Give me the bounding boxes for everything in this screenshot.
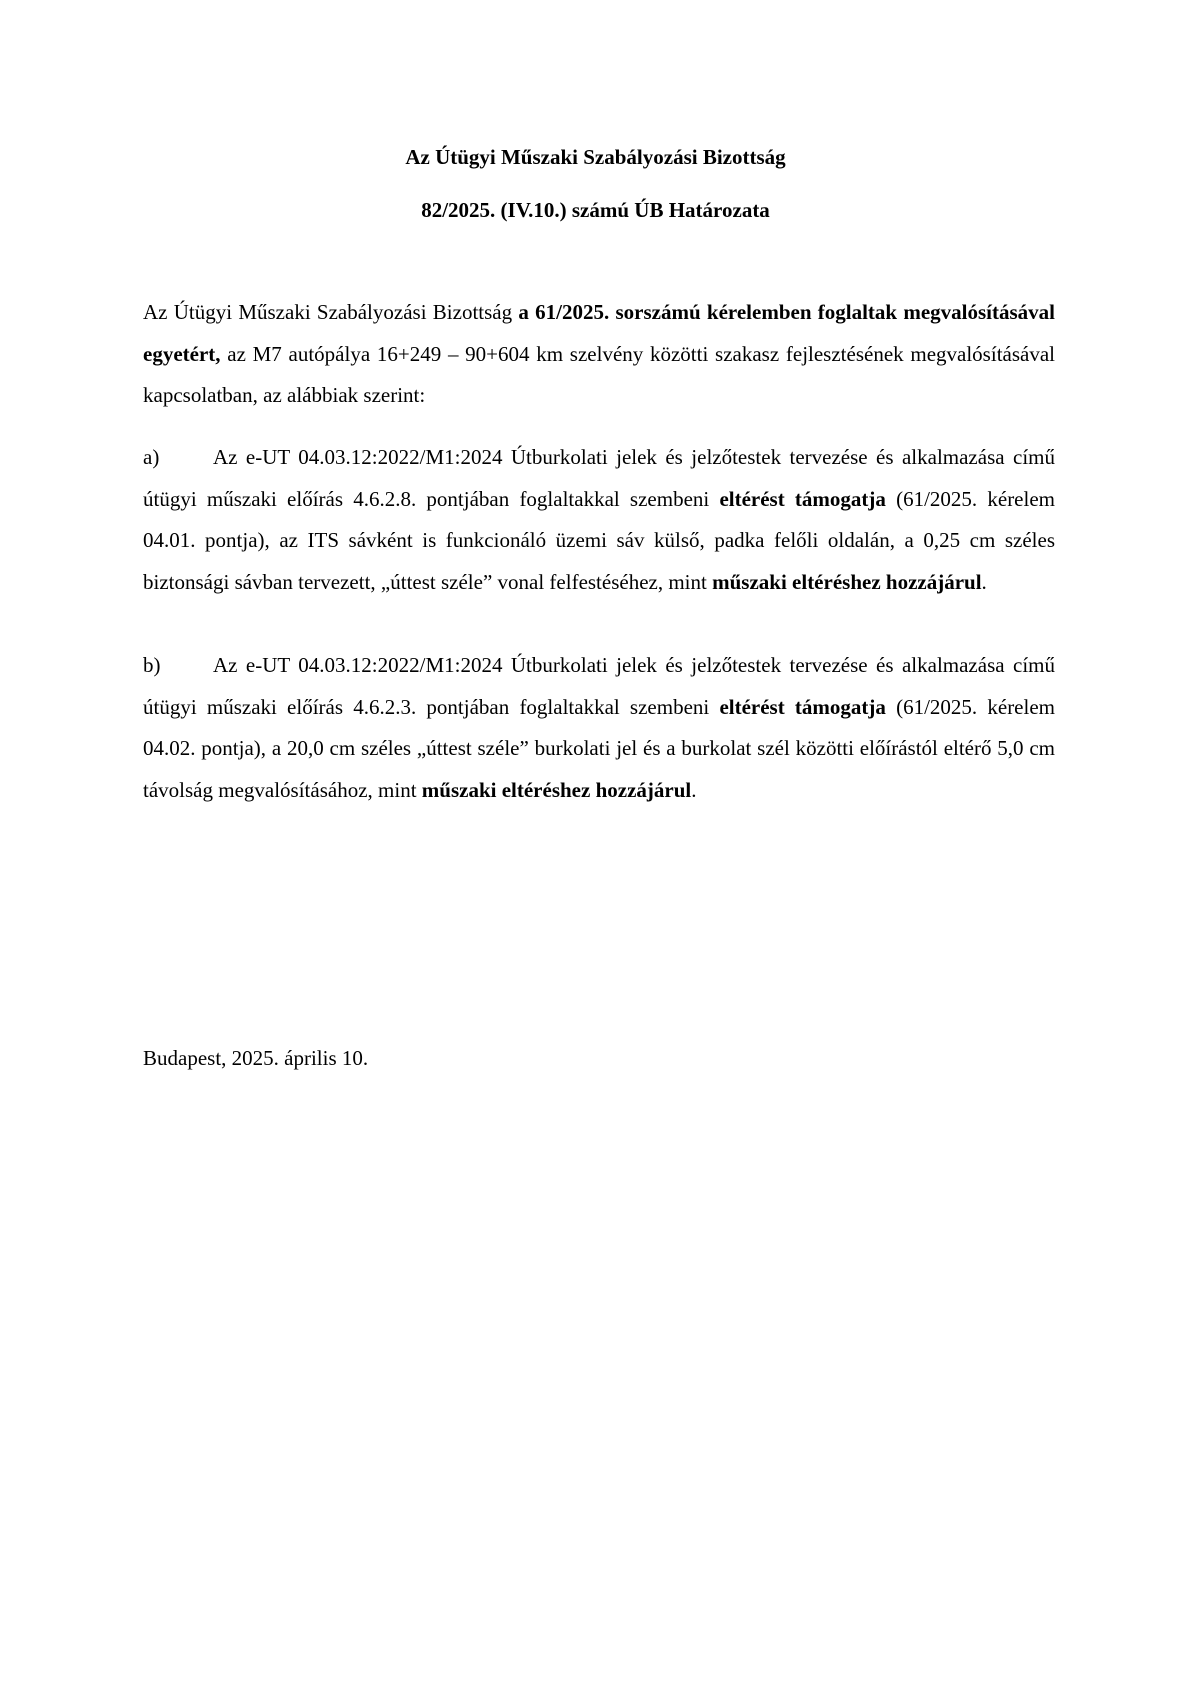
item-marker: b) [143, 653, 161, 677]
item-end: . [981, 569, 987, 594]
item-marker: a) [143, 445, 160, 469]
intro-bold: a 61/2025. sorszámú kérelemben foglaltak megvalósításával egyetért, [143, 300, 1056, 366]
place-date-line: Budapest, 2025. április 10. [143, 1046, 369, 1070]
item-text-2: (61/2025. kérelem 04.02. pontja), a 20,0 cm széles „úttest széle” burkolati jel és a burkolat szél közötti előírástól eltérő 5,0 cm távolság megvalósításához, mint [143, 694, 1055, 802]
resolution-item-a [143, 437, 1055, 603]
item-text-1: Az e-UT 04.03.12:2022/M1:2024 Útburkolati jelek és jelzőtestek tervezése és alkalmazása című útügyi műszaki előírás 4.6.2.8. pontjában foglaltakkal szembeni [143, 445, 1055, 511]
intro-paragraph [143, 292, 1055, 417]
document-title: Az Útügyi Műszaki Szabályozási Bizottság [405, 145, 786, 169]
item-bold-2: műszaki eltéréshez hozzájárul [712, 569, 982, 594]
intro-text-2: az M7 autópálya 16+249 – 90+604 km szelvény közötti szakasz fejlesztésének megvalósításával kapcsolatban, az alábbiak szerint: [143, 341, 1055, 407]
item-bold-2: műszaki eltéréshez hozzájárul [421, 777, 692, 802]
item-end: . [691, 777, 697, 802]
item-text-2: (61/2025. kérelem 04.01. pontja), az ITS sávként is funkcionáló üzemi sáv külső, padka felőli oldalán, a 0,25 cm széles biztonsági sávban tervezett, „úttest széle” vonal felfestéséhez, mint [143, 486, 1055, 594]
intro-text-1: Az Útügyi Műszaki Szabályozási Bizottság [143, 300, 519, 324]
resolution-item-b [143, 645, 1055, 811]
item-bold-1: eltérést támogatja [719, 486, 886, 511]
item-bold-1: eltérést támogatja [719, 694, 886, 719]
document-subtitle: 82/2025. (IV.10.) számú ÚB Határozata [421, 198, 770, 222]
item-text-1: Az e-UT 04.03.12:2022/M1:2024 Útburkolati jelek és jelzőtestek tervezése és alkalmazása című útügyi műszaki előírás 4.6.2.3. pontjában foglaltakkal szembeni [143, 653, 1055, 719]
